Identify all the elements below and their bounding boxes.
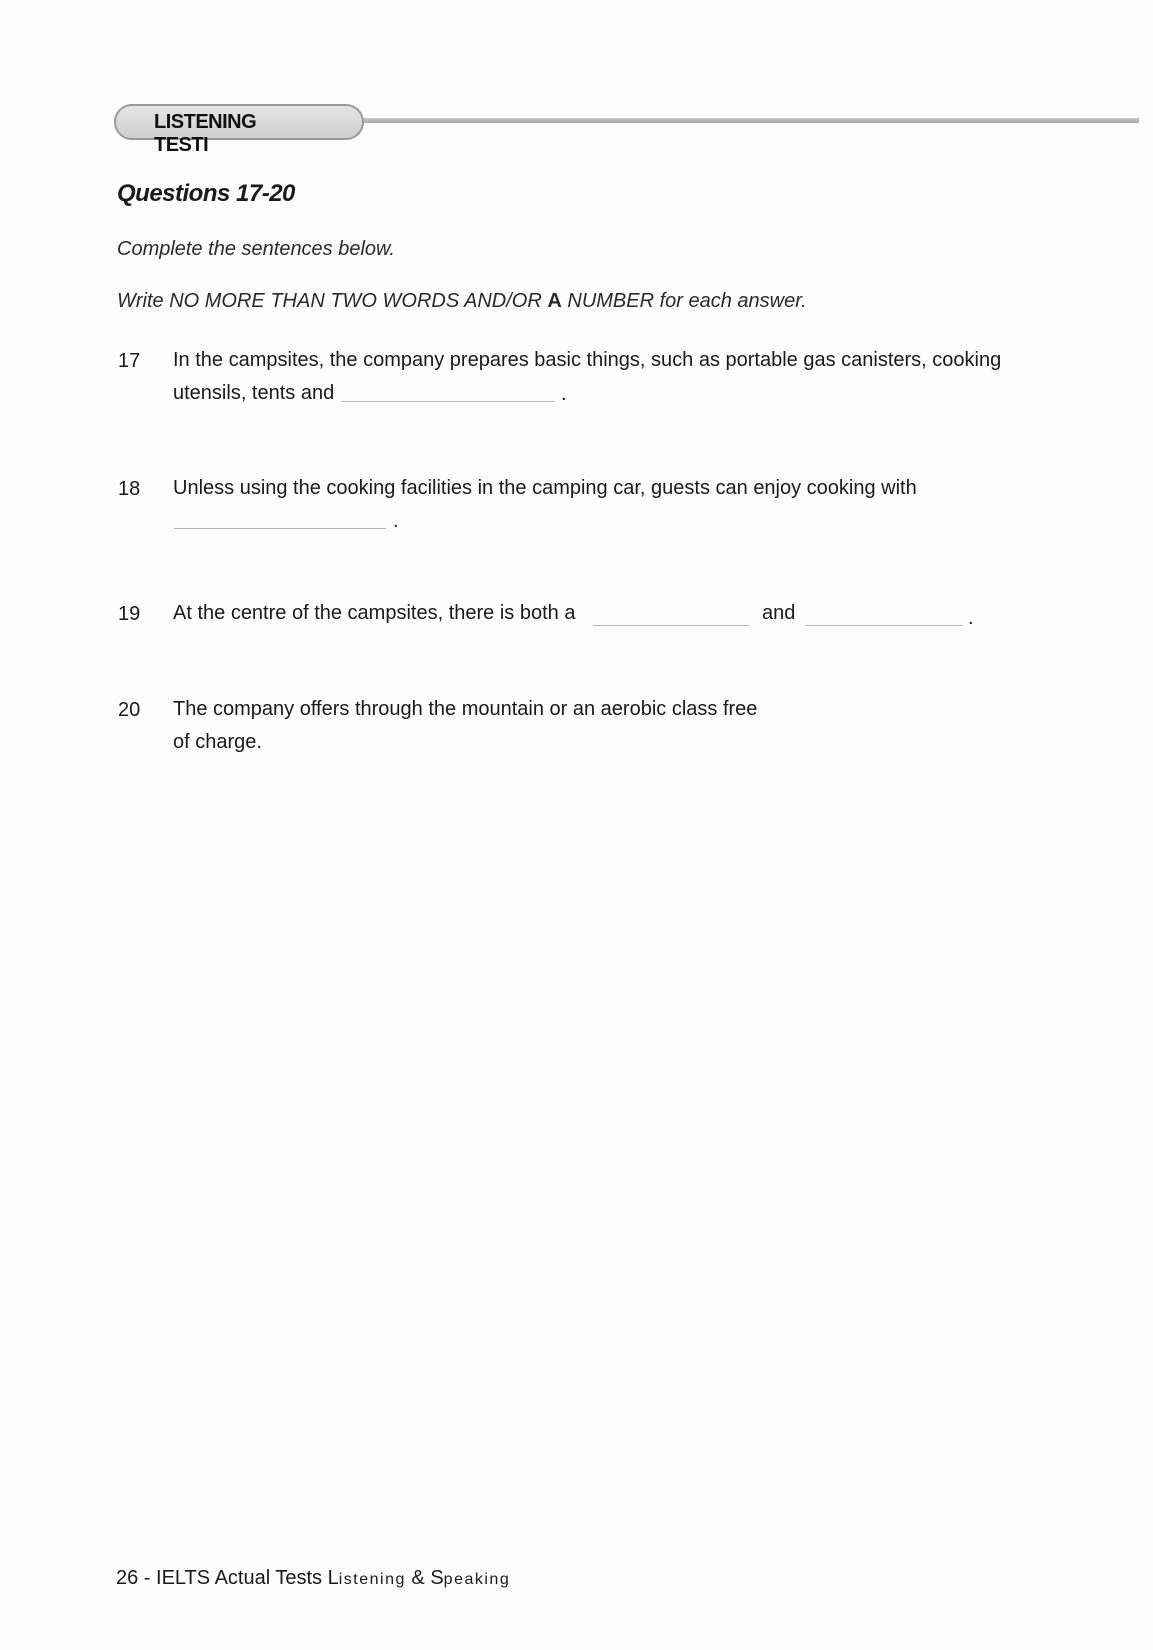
answer-blank-19a[interactable] [593,625,749,626]
question-number: 17 [118,350,141,372]
question-number: 18 [118,478,141,500]
section-header-label: LISTENING TESTI [154,111,257,156]
question-number: 20 [118,699,141,721]
sentence-end: . [968,607,974,629]
question-number: 19 [118,603,141,625]
connector-and: and [762,602,796,624]
answer-blank-17[interactable] [342,401,554,402]
instruction-complete: Complete the sentences below. [117,238,395,260]
instruction-word-limit: Write NO MORE THAN TWO WORDS AND/OR A NUMBER for each answer. [117,290,807,312]
sentence-end: . [561,383,567,405]
answer-blank-18[interactable] [174,528,386,529]
question-text: At the centre of the campsites, there is both a [173,602,576,624]
section-header-rule [364,118,1139,123]
questions-heading: Questions 17-20 [117,180,295,207]
question-text: Unless using the cooking facilities in the camping car, guests can enjoy cooking with [173,477,917,499]
question-text: In the campsites, the company prepares basic things, such as portable gas canisters, cooking utensils, tents and [173,349,1002,404]
question-text: The company offers through the mountain or an aerobic class free of charge. [173,698,758,753]
sentence-end: . [393,510,399,532]
page-footer: 26 - IELTS Actual Tests Listening & Speaking [116,1567,511,1589]
answer-blank-19b[interactable] [806,625,962,626]
